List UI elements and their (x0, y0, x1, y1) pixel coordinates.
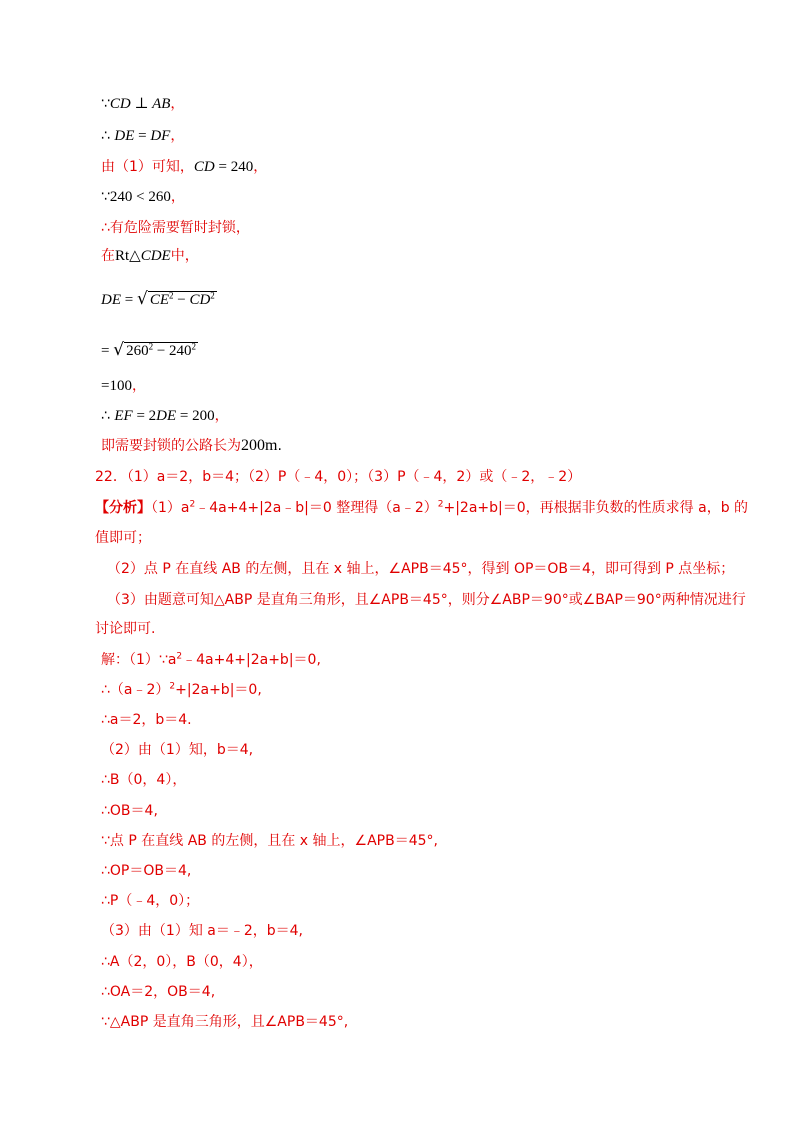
analysis-line-3: （3）由题意可知△ABP 是直角三角形，且∠APB＝45°，则分∠ABP＝90°或∠BAP＝90°两种情况进行 (107, 592, 746, 608)
question-22-answer: 22．（1）a＝2，b＝4；（2）P（﹣4，0）；（3）P（﹣4，2）或（﹣2，﹣2） (95, 469, 582, 485)
solution-line-9: ∴P（﹣4，0）； (101, 893, 200, 909)
solution-line-6: ∴OB＝4, (101, 803, 158, 819)
proof-line-10: ∴ EF = 2DE = 200， (101, 408, 229, 424)
proof-line-1: ∵CD ⊥ AB， (101, 96, 185, 112)
analysis-line-3-cont: 讨论即可. (95, 621, 156, 637)
proof-line-4: ∵240 < 260， (101, 189, 185, 205)
square-root: √ $CE^2 - CD^2$ (136, 289, 215, 309)
solution-line-4: （2）由（1）知，b＝4, (101, 742, 254, 758)
solution-line-3: ∴a＝2，b＝4. (101, 712, 192, 728)
solution-line-7: ∵点 P 在直线 AB 的左侧，且在 x 轴上，∠APB＝45°, (101, 833, 438, 849)
solution-line-10: （3）由（1）知 a＝﹣2，b＝4, (101, 923, 303, 939)
proof-line-2: ∴ DE = DF， (101, 128, 185, 144)
analysis-line-1: 【分析】$(1)a^2﹣4a+4+|2a﹣b|=0$ 整理得（a﹣2）$^2$+|2a+b|＝0，再根据非负数的性质求得 a，b 的 (95, 499, 749, 516)
solution-line-12: ∴OA＝2，OB＝4, (101, 984, 216, 1000)
solution-line-1: 解：$(1)\because a^2﹣4a+4+|2a+b|=0$, (101, 651, 321, 668)
square-root: √ $260^2 - 240^2$ (113, 340, 197, 360)
radical-icon: √ (113, 340, 125, 360)
analysis-line-2: （2）点 P 在直线 AB 的左侧，且在 x 轴上，∠APB＝45°，得到 OP＝OB＝4，即可得到 P 点坐标； (107, 561, 735, 577)
solution-line-5: ∴B（0，4）， (101, 772, 187, 788)
proof-line-5: ∴有危险需要暂时封锁， (101, 220, 250, 236)
analysis-line-1-cont: 值即可； (95, 530, 151, 546)
proof-line-3: 由（1）可知，CD = 240， (101, 159, 268, 175)
proof-line-9: =100， (101, 378, 146, 394)
solution-line-2: ∴（a﹣2）$^2$+|2a+b|＝0, (101, 681, 262, 698)
proof-line-7: DE = √ $CE^2 - CD^2$ (101, 289, 215, 309)
solution-line-13: ∵△ABP 是直角三角形，且∠APB＝45°, (101, 1014, 349, 1030)
solution-line-11: ∴A（2，0），B（0，4）， (101, 954, 263, 970)
solution-line-8: ∴OP＝OB＝4, (101, 863, 192, 879)
proof-line-6: 在Rt△CDE中， (101, 248, 199, 264)
radical-icon: √ (136, 289, 148, 309)
proof-line-11: 即需要封锁的公路长为200m. (101, 437, 282, 454)
proof-line-8: = √ $260^2 - 240^2$ (101, 340, 197, 360)
